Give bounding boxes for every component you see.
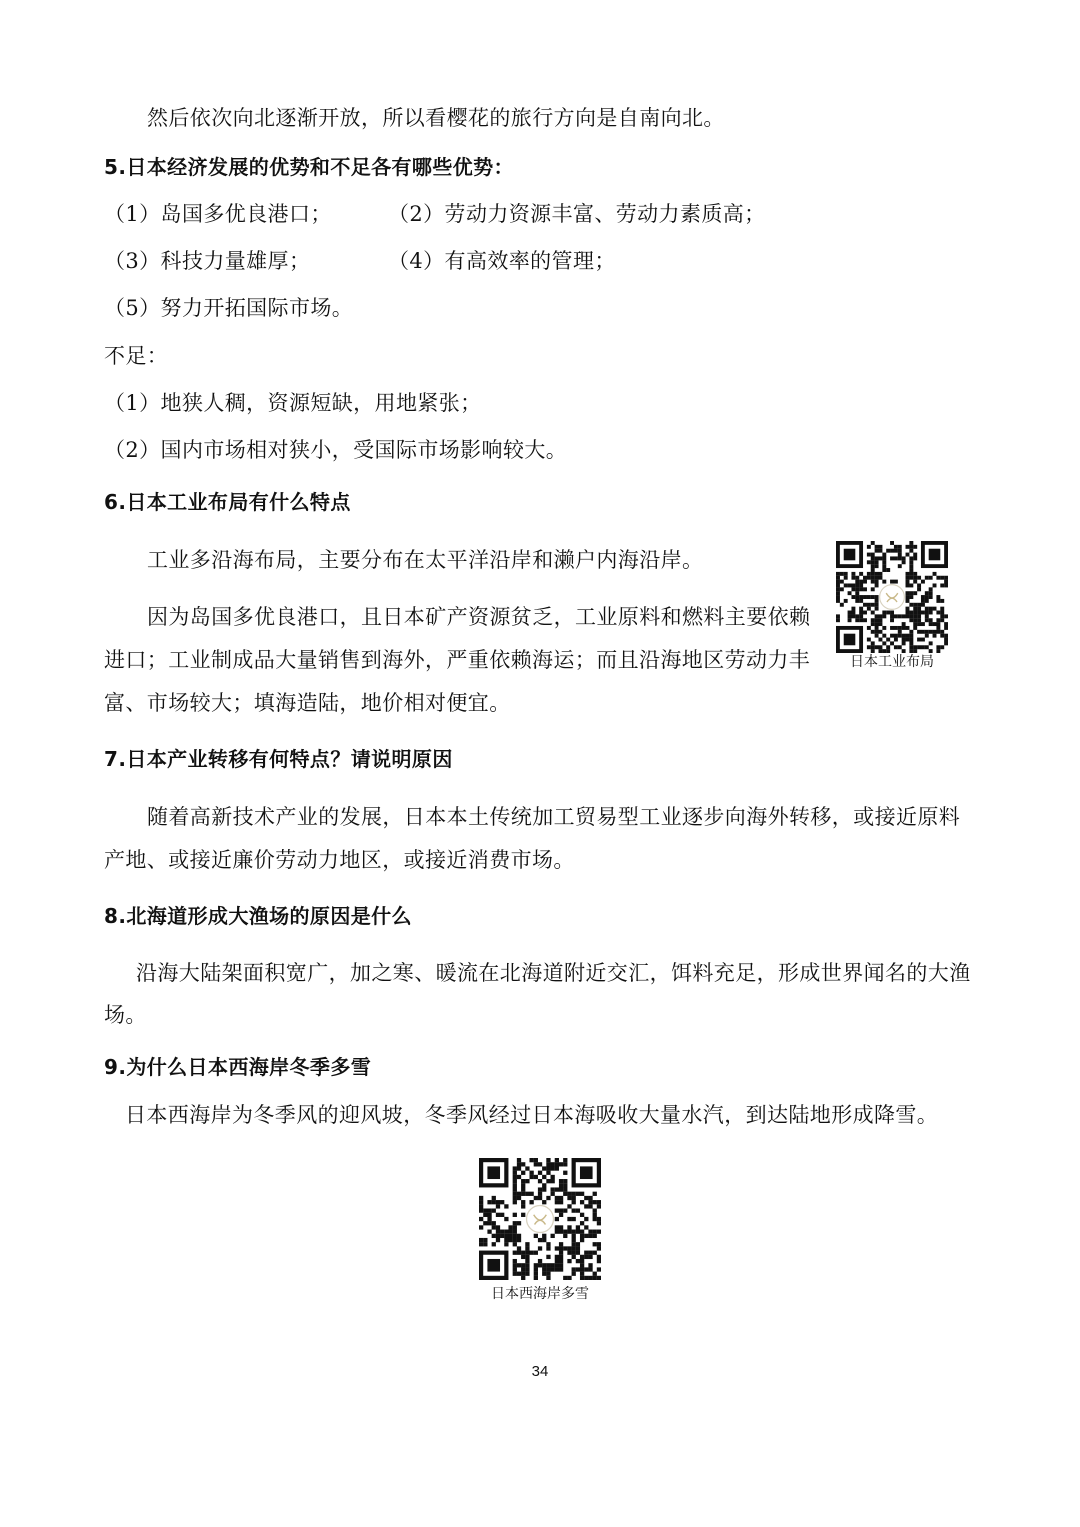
section-title-q5: 5.日本经济发展的优势和不足各有哪些优势： <box>104 155 514 179</box>
section-title-q9: 9.为什么日本西海岸冬季多雪 <box>104 1055 372 1079</box>
list-item-shortcoming-2: （2）国内市场相对狭小，受国际市场影响较大。 <box>104 438 568 462</box>
section-title-q7: 7.日本产业转移有何特点？请说明原因 <box>104 747 453 771</box>
paragraph-line: 富、市场较大；填海造陆，地价相对便宜。 <box>104 691 511 715</box>
list-item-advantage-2: （2）劳动力资源丰富、劳动力素质高； <box>388 202 766 226</box>
paragraph-line: 沿海大陆架面积宽广，加之寒、暖流在北海道附近交汇，饵料充足，形成世界闻名的大渔 <box>136 961 971 985</box>
paragraph-line: 随着高新技术产业的发展，日本本土传统加工贸易型工业逐步向海外转移，或接近原料 <box>147 805 961 829</box>
paragraph-line: 场。 <box>104 1003 147 1027</box>
paragraph-line: 因为岛国多优良港口，且日本矿产资源贫乏，工业原料和燃料主要依赖 <box>147 605 811 629</box>
paragraph-line: 工业多沿海布局，主要分布在太平洋沿岸和濑户内海沿岸。 <box>147 548 704 572</box>
qr-code-west-coast-snow[interactable] <box>479 1158 601 1280</box>
section-title-q8: 8.北海道形成大渔场的原因是什么 <box>104 904 412 928</box>
qr-caption-west-coast-snow: 日本西海岸多雪 <box>491 1286 589 1302</box>
page-number: 34 <box>531 1363 549 1380</box>
paragraph-line: 产地、或接近廉价劳动力地区，或接近消费市场。 <box>104 848 575 872</box>
list-item-advantage-5: （5）努力开拓国际市场。 <box>104 296 354 320</box>
paragraph-line: 日本西海岸为冬季风的迎风坡，冬季风经过日本海吸收大量水汽，到达陆地形成降雪。 <box>125 1103 939 1127</box>
list-item-advantage-4: （4）有高效率的管理； <box>388 249 616 273</box>
list-item-shortcoming-1: （1）地狭人稠，资源短缺，用地紧张； <box>104 391 482 415</box>
qr-code-industry-layout[interactable] <box>836 541 948 653</box>
paragraph-line: 然后依次向北逐渐开放，所以看樱花的旅行方向是自南向北。 <box>147 106 725 130</box>
qr-caption-industry-layout: 日本工业布局 <box>850 654 934 670</box>
list-item-advantage-1: （1）岛国多优良港口； <box>104 202 332 226</box>
list-item-advantage-3: （3）科技力量雄厚； <box>104 249 311 273</box>
paragraph-line: 进口；工业制成品大量销售到海外，严重依赖海运；而且沿海地区劳动力丰 <box>104 648 811 672</box>
subheading-shortcomings: 不足： <box>104 344 169 368</box>
section-title-q6: 6.日本工业布局有什么特点 <box>104 490 351 514</box>
